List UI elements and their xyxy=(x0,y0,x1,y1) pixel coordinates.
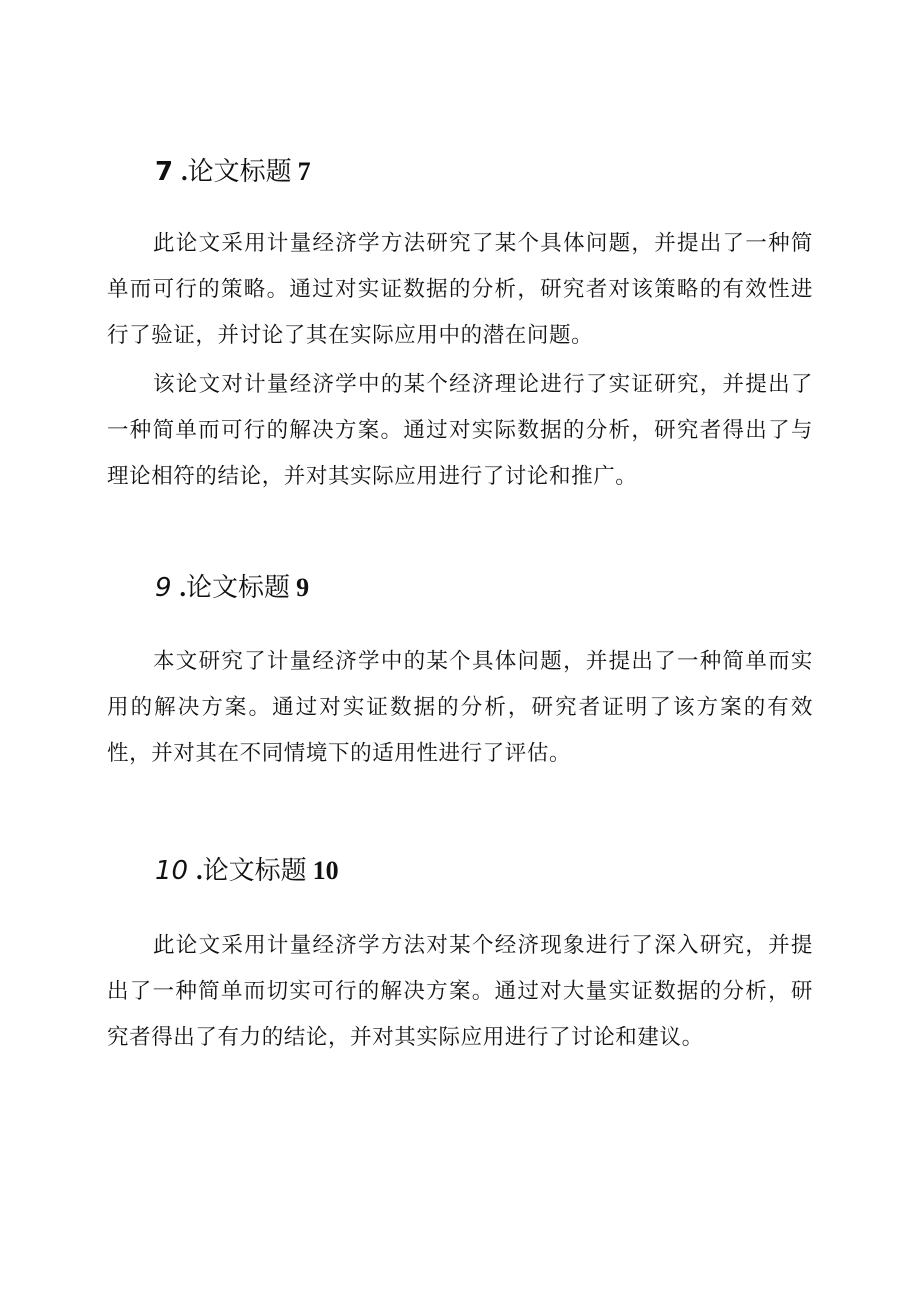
heading-separator: . xyxy=(196,856,203,885)
heading-title-text: 论文标题 xyxy=(202,856,307,886)
heading-title-number: 10 xyxy=(312,856,339,885)
heading-number: 7 xyxy=(155,157,174,187)
section-heading xyxy=(155,853,813,889)
section-9 xyxy=(107,570,813,777)
heading-title-text: 论文标题 xyxy=(186,573,291,603)
section-heading xyxy=(155,154,813,190)
body-paragraph: 此论文采用计量经济学方法对某个经济现象进行了深入研究，并提出了一种简单而切实可行的解决方案。通过对大量实证数据的分析，研究者得出了有力的结论，并对其实际应用进行了讨论和建议。 xyxy=(107,933,813,1050)
section-10 xyxy=(107,853,813,1061)
heading-number: 10 xyxy=(155,856,189,886)
heading-title-text: 论文标题 xyxy=(187,157,292,187)
body-paragraph: 本文研究了计量经济学中的某个具体问题，并提出了一种简单而实用的解决方案。通过对实证数据的分析，研究者证明了该方案的有效性，并对其在不同情境下的适用性进行了评估。 xyxy=(107,649,813,766)
body-paragraph: 该论文对计量经济学中的某个经济理论进行了实证研究，并提出了一种简单而可行的解决方案。通过对实际数据的分析，研究者得出了与理论相符的结论，并对其实际应用进行了讨论和推广。 xyxy=(107,372,813,489)
heading-title-number: 7 xyxy=(297,157,311,186)
section-7 xyxy=(107,154,813,500)
heading-separator: . xyxy=(181,157,188,186)
body-paragraph: 此论文采用计量经济学方法研究了某个具体问题，并提出了一种简单而可行的策略。通过对实证数据的分析，研究者对该策略的有效性进行了验证，并讨论了其在实际应用中的潜在问题。 xyxy=(107,231,813,348)
section-heading xyxy=(155,570,813,606)
heading-separator: . xyxy=(179,573,187,602)
heading-title-number: 9 xyxy=(296,573,310,602)
heading-number: 9 xyxy=(155,573,172,603)
